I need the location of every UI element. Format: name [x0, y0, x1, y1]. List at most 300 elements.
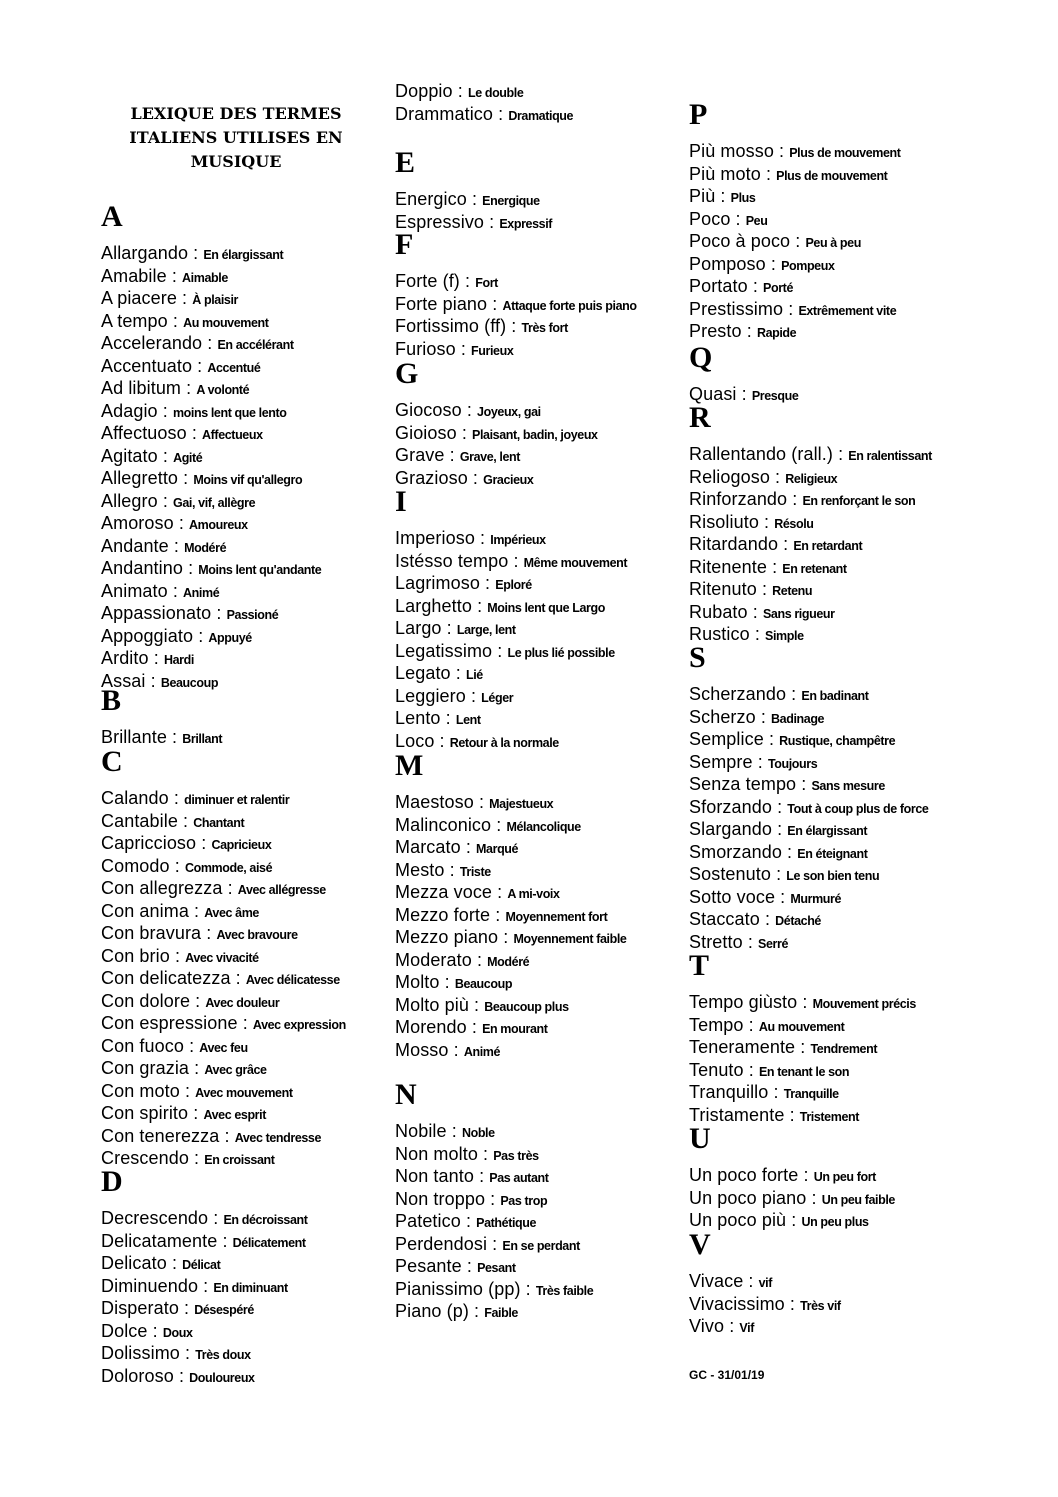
lexicon-entry: [689, 208, 767, 230]
entry-separator: :: [450, 663, 466, 683]
entry-term: Sforzando: [689, 796, 772, 817]
entry-term: Pesante: [395, 1256, 462, 1276]
section-letter-v: V: [689, 1228, 711, 1261]
entry-term: Con dolore: [101, 990, 191, 1011]
entry-term: Ad libitum: [101, 378, 182, 398]
entry-separator: :: [198, 1275, 214, 1296]
entry-separator: :: [147, 1320, 163, 1341]
title-line: MUSIQUE: [190, 152, 282, 171]
lexicon-entry: [689, 1270, 772, 1292]
entry-separator: :: [773, 141, 790, 161]
lexicon-entry: [395, 926, 626, 948]
title-line: LEXIQUE DES TERMES: [130, 104, 342, 123]
entry-definition: A mi-voix: [507, 887, 560, 901]
entry-definition: Sans mesure: [811, 779, 885, 793]
entry-term: Grazioso: [395, 467, 468, 488]
lexicon-entry: [689, 818, 867, 840]
entry-term: Delicatamente: [101, 1230, 218, 1251]
entry-definition: Résolu: [774, 516, 814, 531]
entry-term: Un poco piano: [689, 1187, 807, 1208]
entry-term: Con allegrezza: [101, 878, 223, 898]
entry-definition: En élargissant: [787, 824, 868, 838]
entry-term: Crescendo: [101, 1148, 189, 1168]
entry-term: Scherzo: [689, 706, 756, 727]
entry-separator: :: [192, 355, 208, 376]
entry-definition: Très doux: [195, 1348, 251, 1362]
entry-term: Moderato: [395, 949, 472, 970]
lexicon-entry: [101, 900, 259, 922]
entry-term: Rallentando (rall.): [689, 444, 833, 464]
entry-separator: :: [183, 1035, 200, 1056]
entry-definition: Animé: [183, 585, 220, 600]
entry-term: Decrescendo: [101, 1208, 209, 1228]
entry-separator: :: [770, 864, 787, 884]
lexicon-entry: [395, 550, 627, 572]
entry-definition: Toujours: [767, 756, 818, 771]
entry-definition: Peu: [745, 213, 768, 228]
entry-separator: :: [179, 1080, 196, 1101]
lexicon-entry: [101, 1252, 220, 1274]
entry-definition: Douloureux: [189, 1370, 255, 1385]
entry-separator: :: [208, 1208, 224, 1228]
entry-term: Forte piano: [395, 293, 488, 314]
entry-term: Tristamente: [689, 1104, 785, 1125]
entry-term: Senza tempo: [689, 774, 797, 794]
entry-term: Stretto: [689, 931, 743, 952]
entry-term: Con anima: [101, 900, 189, 921]
lexicon-entry: [101, 647, 194, 669]
entry-term: Con moto: [101, 1080, 180, 1101]
section-letter-u: U: [689, 1122, 711, 1155]
entry-separator: :: [771, 819, 788, 839]
entry-definition: En mourant: [482, 1022, 548, 1036]
entry-term: Malinconico: [395, 814, 492, 835]
entry-definition: Serré: [758, 936, 789, 951]
lexicon-entry: [689, 1059, 849, 1081]
lexicon-entry: [395, 527, 546, 549]
entry-separator: :: [189, 1058, 205, 1078]
entry-separator: :: [173, 513, 190, 533]
entry-term: Sostenuto: [689, 864, 771, 884]
page-title: [100, 102, 372, 174]
entry-term: Piano (p): [395, 1301, 469, 1321]
entry-definition: Rustique, champêtre: [779, 734, 896, 748]
entry-separator: :: [766, 556, 783, 577]
entry-term: Legato: [395, 663, 451, 683]
entry-definition: Noble: [461, 1126, 495, 1140]
entry-separator: :: [466, 189, 483, 209]
lexicon-entry: [395, 814, 581, 836]
entry-separator: :: [446, 1121, 462, 1141]
entry-separator: :: [752, 751, 768, 772]
entry-term: Giocoso: [395, 400, 462, 420]
entry-separator: :: [471, 595, 488, 616]
entry-separator: :: [211, 603, 227, 623]
entry-definition: Appuyé: [208, 630, 252, 645]
entry-term: Mezzo forte: [395, 904, 491, 925]
entry-term: Comodo: [101, 855, 170, 876]
entry-definition: moins lent que lento: [172, 405, 287, 420]
entry-definition: Lié: [465, 668, 483, 682]
entry-definition: En retenant: [782, 561, 847, 576]
lexicon-entry: [395, 949, 529, 971]
entry-definition: Religieux: [785, 471, 838, 486]
lexicon-entry: [689, 751, 817, 773]
entry-separator: :: [756, 579, 773, 599]
lexicon-entry: [101, 990, 279, 1012]
lexicon-entry: [395, 315, 568, 337]
entry-definition: Au mouvement: [758, 1019, 845, 1034]
lexicon-entry: [689, 601, 835, 623]
section-letter-f: F: [395, 228, 414, 261]
entry-separator: :: [763, 729, 780, 749]
entry-definition: Modéré: [487, 954, 530, 969]
lexicon-entry: [395, 836, 518, 858]
lexicon-entry: [689, 1315, 754, 1337]
entry-definition: Un peu fort: [813, 1170, 876, 1184]
lexicon-entry: [101, 602, 278, 624]
entry-separator: :: [760, 163, 777, 184]
entry-term: Vivace: [689, 1271, 744, 1291]
entry-term: Andante: [101, 535, 169, 556]
lexicon-entry: [101, 400, 287, 422]
entry-separator: :: [186, 423, 203, 443]
entry-separator: :: [797, 992, 813, 1012]
entry-definition: Un peu faible: [821, 1192, 895, 1207]
entry-definition: Brillant: [182, 732, 223, 746]
entry-term: Presto: [689, 321, 742, 341]
lexicon-entry: [689, 1293, 841, 1315]
lexicon-entry: [101, 467, 302, 489]
entry-separator: :: [460, 837, 477, 857]
entry-term: Rinforzando: [689, 489, 788, 509]
entry-term: Molto: [395, 972, 440, 992]
entry-definition: Au mouvement: [183, 315, 269, 330]
lexicon-entry: [689, 1036, 877, 1058]
entry-definition: Furieux: [471, 343, 514, 358]
entry-definition: En croissant: [204, 1153, 275, 1167]
lexicon-entry: [395, 1210, 536, 1232]
entry-definition: Un peu plus: [801, 1215, 869, 1229]
entry-definition: Avec feu: [199, 1040, 248, 1055]
entry-separator: :: [168, 535, 185, 556]
entry-separator: :: [520, 1278, 536, 1299]
lexicon-entry: [395, 881, 560, 903]
entry-term: Non troppo: [395, 1188, 486, 1209]
entry-definition: Badinage: [771, 711, 825, 726]
entry-definition: Beaucoup: [160, 675, 219, 690]
lexicon-entry: [101, 1035, 248, 1057]
entry-definition: Impérieux: [490, 533, 546, 547]
entry-term: A tempo: [101, 310, 168, 331]
entry-separator: :: [468, 1301, 485, 1321]
entry-term: Gioioso: [395, 422, 457, 443]
entry-separator: :: [715, 186, 731, 206]
entry-separator: :: [440, 708, 456, 728]
entry-separator: :: [148, 648, 164, 668]
entry-definition: Avec expression: [252, 1018, 346, 1032]
entry-separator: :: [456, 422, 473, 443]
lexicon-entry: [395, 103, 573, 125]
lexicon-entry: [101, 310, 269, 332]
entry-separator: :: [473, 792, 490, 812]
entry-definition: Désespéré: [194, 1303, 254, 1317]
lexicon-entry: [689, 991, 916, 1013]
entry-definition: En tenant le son: [758, 1064, 850, 1079]
entry-term: Non molto: [395, 1143, 478, 1164]
entry-definition: Le plus lié possible: [507, 645, 615, 660]
lexicon-entry: [101, 1057, 267, 1079]
lexicon-entry: [689, 185, 755, 207]
entry-definition: Porté: [763, 281, 793, 295]
entry-definition: Avec allégresse: [237, 883, 326, 897]
section-letter-i: I: [395, 485, 407, 518]
entry-separator: :: [487, 293, 503, 314]
entry-term: Brillante: [101, 727, 167, 747]
entry-term: Smorzando: [689, 841, 782, 862]
entry-separator: :: [743, 1059, 759, 1080]
lexicon-entry: [689, 908, 821, 930]
entry-definition: En élargissant: [203, 248, 284, 262]
entry-term: Sempre: [689, 751, 753, 772]
entry-separator: :: [188, 900, 205, 921]
entry-definition: Très vif: [800, 1298, 841, 1313]
entry-definition: Le son bien tenu: [786, 869, 880, 883]
entry-term: Amabile: [101, 265, 167, 286]
entry-separator: :: [775, 886, 791, 907]
entry-separator: :: [484, 211, 500, 232]
entry-definition: Faible: [484, 1306, 518, 1320]
lexicon-entry: [395, 859, 491, 881]
entry-separator: :: [178, 468, 194, 488]
lexicon-entry: [689, 796, 928, 818]
entry-definition: Plus: [730, 191, 756, 205]
lexicon-entry: [101, 810, 244, 832]
entry-definition: Lent: [455, 713, 481, 727]
entry-separator: :: [784, 1293, 801, 1314]
entry-term: Maestoso: [395, 792, 474, 812]
lexicon-entry: [395, 1300, 518, 1322]
entry-definition: Capricieux: [211, 838, 272, 852]
entry-definition: Fort: [475, 276, 498, 290]
entry-term: Tranquillo: [689, 1082, 769, 1102]
section-letter-a: A: [101, 200, 123, 233]
entry-definition: Avec délicatesse: [245, 973, 340, 987]
entry-term: Tenuto: [689, 1059, 744, 1080]
entry-definition: Avec tendresse: [234, 1130, 322, 1145]
lexicon-entry: [689, 1081, 839, 1103]
entry-term: Fortissimo (ff): [395, 316, 507, 336]
entry-separator: :: [460, 1211, 477, 1231]
lexicon-entry: [395, 1278, 593, 1300]
entry-term: Più: [689, 186, 716, 206]
entry-separator: :: [157, 445, 174, 466]
entry-definition: Plus de mouvement: [776, 168, 888, 183]
lexicon-entry: [689, 511, 814, 533]
title-line: ITALIENS UTILISES EN: [129, 128, 343, 147]
entry-term: Agitato: [101, 445, 158, 466]
entry-definition: Pas trop: [500, 1193, 548, 1208]
entry-separator: :: [787, 489, 803, 509]
entry-term: Nobile: [395, 1121, 447, 1141]
entry-term: Tempo giùsto: [689, 992, 798, 1012]
entry-separator: :: [217, 1230, 233, 1251]
entry-separator: :: [492, 640, 508, 661]
entry-separator: :: [176, 288, 193, 308]
entry-separator: :: [182, 558, 199, 578]
entry-term: Energico: [395, 189, 467, 209]
entry-separator: :: [758, 511, 775, 532]
lexicon-entry: [689, 533, 862, 555]
entry-term: Amoroso: [101, 513, 174, 533]
entry-definition: Délicatement: [232, 1235, 306, 1250]
entry-term: Pomposo: [689, 253, 766, 274]
entry-separator: :: [832, 444, 849, 464]
entry-term: Leggiero: [395, 685, 466, 706]
entry-definition: Commode, aisé: [184, 860, 273, 875]
lexicon-entry: [395, 595, 605, 617]
entry-term: Delicato: [101, 1253, 167, 1273]
lexicon-entry: [101, 445, 202, 467]
entry-term: Non tanto: [395, 1166, 474, 1186]
entry-separator: :: [786, 684, 802, 704]
lexicon-entry: [395, 707, 481, 729]
lexicon-entry: [689, 488, 915, 510]
entry-separator: :: [485, 1188, 501, 1209]
entry-definition: Tout à coup plus de force: [787, 801, 929, 816]
entry-separator: :: [781, 841, 798, 862]
entry-term: Poco à poco: [689, 231, 791, 251]
lexicon-entry: [101, 512, 248, 534]
lexicon-entry: [689, 1104, 859, 1126]
lexicon-entry: [395, 662, 483, 684]
entry-term: Teneramente: [689, 1037, 796, 1057]
entry-separator: :: [790, 231, 806, 251]
lexicon-entry: [101, 1012, 346, 1034]
entry-definition: Majestueux: [489, 797, 554, 811]
entry-definition: Eploré: [495, 578, 532, 592]
entry-term: Furioso: [395, 338, 456, 359]
entry-term: Allegro: [101, 490, 158, 511]
entry-term: Vivacissimo: [689, 1293, 785, 1314]
entry-definition: Marqué: [476, 842, 519, 856]
lexicon-entry: [101, 787, 289, 809]
lexicon-entry: [395, 211, 552, 233]
entry-definition: Beaucoup plus: [484, 999, 569, 1014]
lexicon-entry: [101, 1275, 288, 1297]
entry-definition: Retour à la normale: [449, 735, 559, 750]
entry-separator: :: [736, 384, 752, 404]
entry-definition: Tranquille: [783, 1087, 839, 1101]
entry-definition: Peu à peu: [805, 236, 861, 250]
entry-term: Con tenerezza: [101, 1125, 220, 1146]
entry-separator: :: [769, 466, 786, 487]
lexicon-entry: [395, 399, 541, 421]
entry-definition: Très faible: [535, 1283, 594, 1298]
entry-term: Diminuendo: [101, 1275, 199, 1296]
entry-separator: :: [491, 814, 507, 835]
entry-definition: Avec mouvement: [195, 1085, 293, 1100]
lexicon-entry: [101, 332, 294, 354]
entry-definition: Le double: [467, 86, 524, 100]
entry-separator: :: [466, 1017, 483, 1037]
entry-separator: :: [784, 1104, 800, 1125]
entry-definition: Attaque forte puis piano: [502, 298, 637, 313]
entry-term: Quasi: [689, 384, 737, 404]
entry-separator: :: [465, 685, 482, 706]
lexicon-entry: [101, 490, 255, 512]
entry-definition: Affectueux: [202, 428, 263, 442]
entry-term: Con spirito: [101, 1103, 189, 1123]
entry-term: Ardito: [101, 648, 149, 668]
lexicon-entry: [101, 265, 228, 287]
entry-term: Poco: [689, 208, 731, 229]
lexicon-entry: [101, 1207, 308, 1229]
entry-term: Mosso: [395, 1039, 449, 1060]
lexicon-entry: [689, 320, 796, 342]
entry-term: Mezzo piano: [395, 927, 499, 947]
entry-definition: Pesant: [477, 1261, 516, 1275]
entry-definition: Moyennement faible: [513, 932, 627, 946]
entry-term: Dolce: [101, 1320, 148, 1341]
entry-definition: En ralentissant: [848, 449, 932, 463]
entry-term: Tempo: [689, 1014, 744, 1035]
entry-term: A piacere: [101, 288, 177, 308]
entry-term: Disperato: [101, 1298, 179, 1318]
lexicon-entry: [101, 580, 219, 602]
entry-term: Lento: [395, 708, 441, 728]
lexicon-entry: [101, 1080, 293, 1102]
entry-term: Prestissimo: [689, 298, 784, 319]
entry-separator: :: [444, 859, 460, 880]
entry-separator: :: [188, 243, 204, 263]
lexicon-entry: [689, 728, 895, 750]
lexicon-entry: [395, 1016, 548, 1038]
entry-term: Accentuato: [101, 355, 193, 376]
entry-term: Marcato: [395, 837, 461, 857]
entry-separator: :: [439, 972, 455, 992]
lexicon-entry: [689, 253, 835, 275]
entry-separator: :: [166, 727, 183, 747]
entry-definition: En se perdant: [502, 1238, 580, 1253]
entry-definition: Extrêmement vite: [798, 303, 897, 318]
entry-separator: :: [724, 1316, 740, 1336]
entry-definition: Dramatique: [508, 108, 574, 123]
lexicon-entry: [689, 841, 867, 863]
entry-separator: :: [765, 253, 782, 274]
entry-definition: diminuer et ralentir: [184, 793, 290, 807]
entry-definition: En renforçant le son: [802, 494, 916, 508]
lexicon-entry: [395, 617, 516, 639]
lexicon-entry: [395, 1143, 539, 1165]
section-letter-d: D: [101, 1165, 123, 1198]
lexicon-entry: [101, 922, 298, 944]
entry-definition: Moins lent que Largo: [487, 600, 605, 615]
entry-term: Dolissimo: [101, 1343, 180, 1363]
entry-definition: Expressif: [499, 216, 553, 231]
entry-definition: Rapide: [756, 326, 797, 340]
entry-separator: :: [743, 1271, 759, 1291]
lexicon-entry: [395, 467, 533, 489]
lexicon-entry: [689, 1187, 895, 1209]
lexicon-entry: [395, 1233, 580, 1255]
lexicon-entry: [101, 877, 326, 899]
entry-separator: :: [468, 994, 485, 1015]
entry-term: Mezza voce: [395, 882, 493, 902]
entry-term: Reliogoso: [689, 466, 770, 487]
entry-separator: :: [167, 580, 184, 601]
entry-definition: En éteignant: [797, 846, 868, 861]
